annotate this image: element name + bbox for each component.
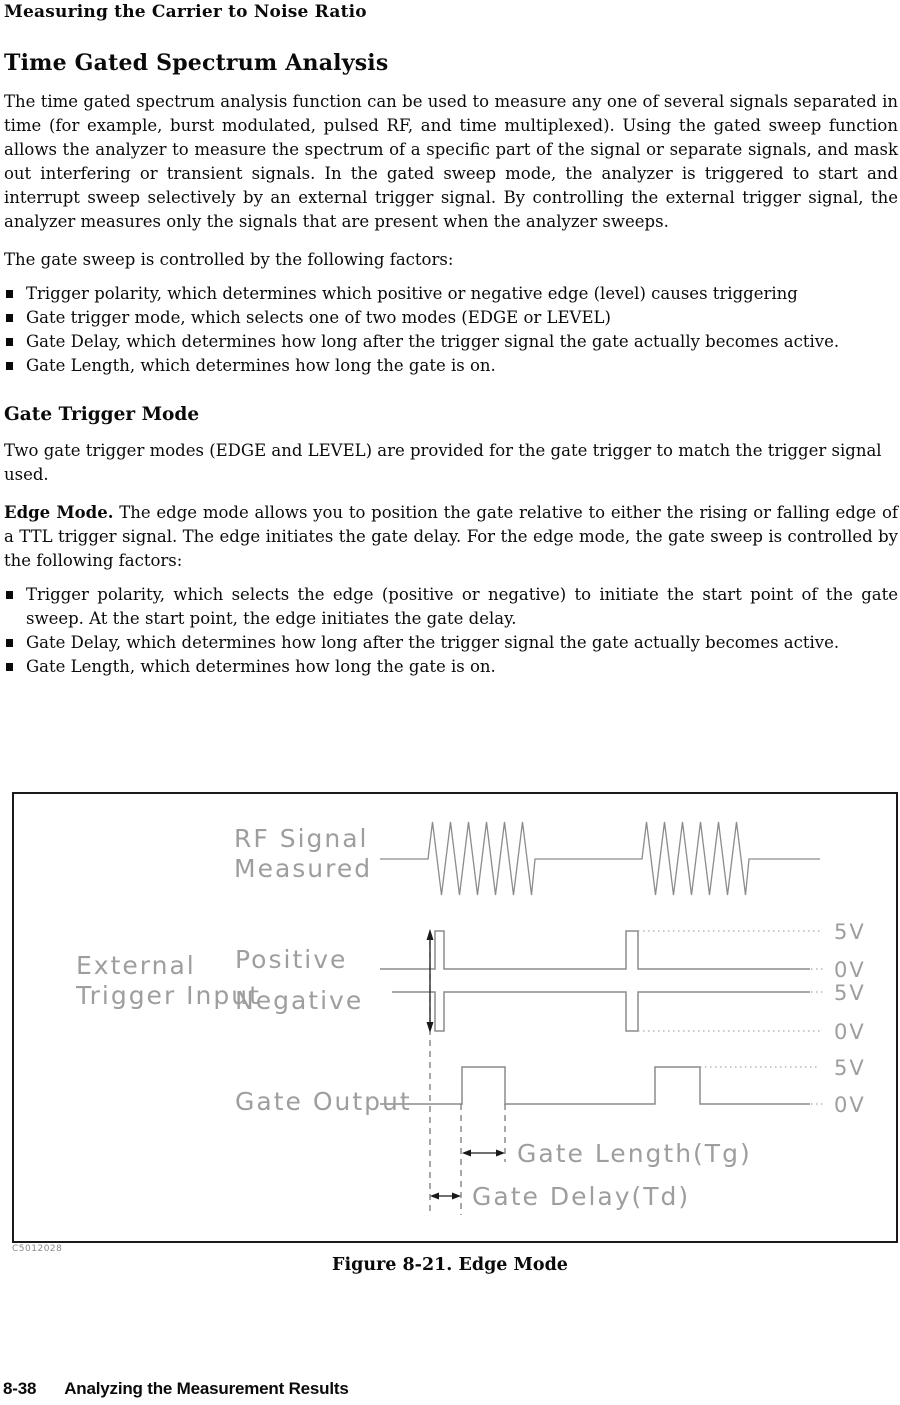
negative-trigger-waveform (392, 992, 810, 1031)
page-footer (3, 1379, 349, 1399)
running-header: Measuring the Carrier to Noise Ratio (4, 2, 367, 22)
negative-0v-label: 0V (834, 1020, 866, 1044)
paragraph-gate-sweep-factors: The gate sweep is controlled by the following factors: (4, 250, 454, 269)
list-item: Gate trigger mode, which selects one of two modes (EDGE or LEVEL) (26, 306, 898, 330)
gate-delay-label: Gate Delay(Td) (472, 1182, 691, 1211)
footer-chapter-title: Analyzing the Measurement Results (64, 1379, 349, 1398)
negative-5v-label: 5V (834, 981, 866, 1005)
gate-5v-label: 5V (834, 1056, 866, 1080)
gate-output-label: Gate Output (235, 1087, 412, 1116)
list-item: Gate Delay, which determines how long after the trigger signal the gate actually becomes active. (26, 330, 898, 354)
figure-caption: Figure 8-21. Edge Mode (332, 1255, 568, 1275)
negative-label: Negative (235, 986, 364, 1015)
figure-part-code: C5012028 (12, 1244, 63, 1254)
rf-signal-waveform (380, 822, 820, 895)
gate-0v-label: 0V (834, 1093, 866, 1117)
page-content (4, 0, 898, 679)
list-item: Trigger polarity, which determines which positive or negative edge (level) causes triggering (26, 282, 898, 306)
external-trigger-label-line1: External (76, 951, 196, 980)
gate-output-waveform (380, 1067, 810, 1104)
edge-mode-factors-list (4, 583, 898, 679)
section-title-gate-trigger-mode: Gate Trigger Mode (4, 404, 200, 425)
positive-trigger-waveform (380, 931, 810, 969)
rf-signal-label-line1: RF Signal (234, 824, 369, 853)
page-number: 8-38 (3, 1379, 37, 1398)
edge-mode-text: The edge mode allows you to position the gate relative to either the rising or falling edge of a TTL trigger signal. The edge initiates the gate delay. For the edge mode, the gate sweep is controlled by the following factors: (4, 503, 898, 570)
external-trigger-label-line2: Trigger Input (76, 981, 261, 1010)
section-title-time-gated: Time Gated Spectrum Analysis (4, 50, 389, 76)
trigger-polarity-arrow (427, 929, 434, 1033)
paragraph-intro: The time gated spectrum analysis function can be used to measure any one of several signals separated in time (for example, burst modulated, pulsed RF, and time multiplexed). Using the gated sweep function allows the analyzer to measure the spectrum of a specific part of the signal or separate signals, and mask out interfering or transient signals. In the gated sweep mode, the analyzer is triggered to start and interrupt sweep selectively by an external trigger signal. By controlling the external trigger signal, the analyzer measures only the signals that are present when the analyzer sweeps. (4, 92, 898, 231)
gate-length-arrow (462, 1150, 505, 1157)
factors-list (4, 282, 898, 378)
gate-delay-arrow (430, 1193, 461, 1200)
edge-mode-timing-diagram (14, 794, 896, 1241)
positive-label: Positive (235, 945, 348, 974)
paragraph-edge-mode (4, 501, 898, 573)
edge-mode-run-in-heading: Edge Mode. (4, 503, 114, 522)
positive-5v-label: 5V (834, 920, 866, 944)
list-item: Gate Delay, which determines how long after the trigger signal the gate actually becomes active. (26, 631, 898, 655)
gate-length-label: Gate Length(Tg) (517, 1139, 752, 1168)
list-item: Trigger polarity, which selects the edge (positive or negative) to initiate the start point of the gate sweep. At the start point, the edge initiates the gate delay. (26, 583, 898, 631)
positive-0v-label: 0V (834, 958, 866, 982)
list-item: Gate Length, which determines how long the gate is on. (26, 655, 898, 679)
figure-8-21-timing-diagram (12, 792, 898, 1243)
list-item: Gate Length, which determines how long the gate is on. (26, 354, 898, 378)
rf-signal-label-line2: Measured (234, 854, 373, 883)
paragraph-trigger-modes: Two gate trigger modes (EDGE and LEVEL) are provided for the gate trigger to match the trigger signal used. (4, 441, 882, 484)
